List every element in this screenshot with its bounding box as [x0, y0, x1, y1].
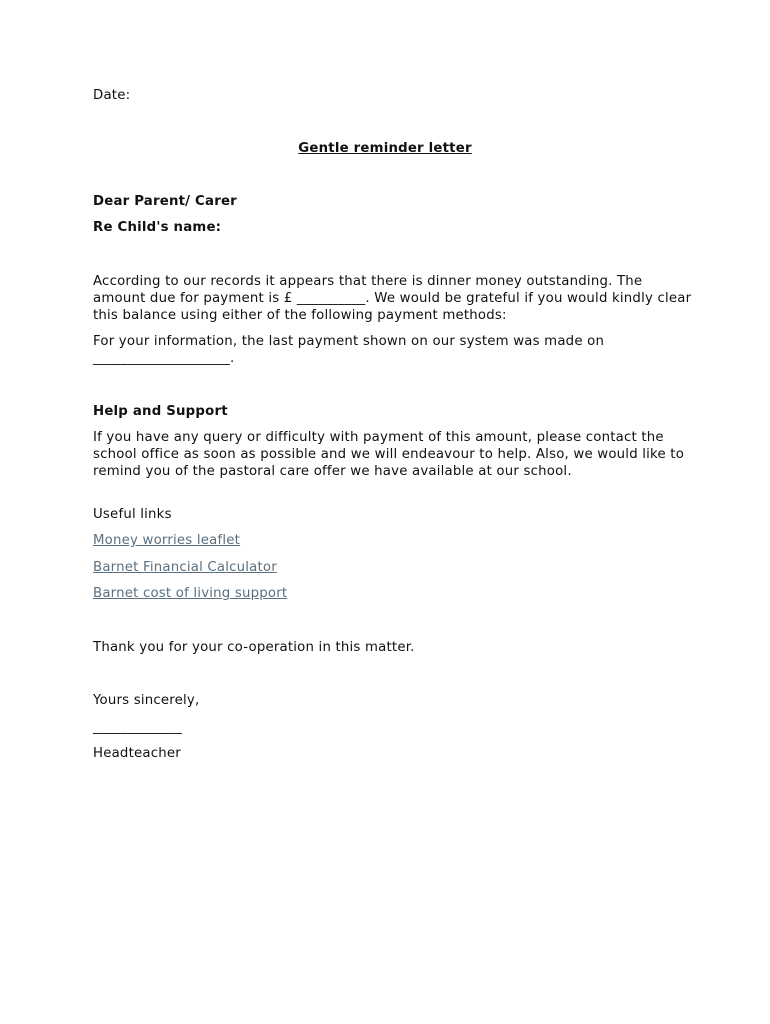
signatory: Headteacher: [93, 746, 181, 761]
help-paragraph: If you have any query or difficulty with payment of this amount, please contact the school office as soon as possible and we will endeavour to help. Also, we would like to remind you of the pastoral care offer we have available at our school.: [93, 430, 685, 479]
barnet-cost-of-living-link[interactable]: Barnet cost of living support: [93, 586, 288, 601]
letter-title: Gentle reminder letter: [298, 141, 472, 156]
last-payment-paragraph: For your information, the last payment shown on our system was made on ____________________.: [93, 334, 605, 366]
salutation: Dear Parent/ Carer: [93, 194, 237, 209]
money-worries-link[interactable]: Money worries leaflet: [93, 533, 241, 548]
date-label: Date:: [93, 88, 131, 103]
re-child-name: Re Child's name:: [93, 220, 222, 235]
barnet-financial-calculator-link[interactable]: Barnet Financial Calculator: [93, 560, 277, 575]
closing: Yours sincerely,: [93, 693, 200, 708]
signature-line: _____________: [93, 720, 183, 735]
thank-you-line: Thank you for your co-operation in this matter.: [93, 640, 415, 655]
help-support-heading: Help and Support: [93, 404, 228, 419]
useful-links-label: Useful links: [93, 507, 172, 522]
outstanding-paragraph: According to our records it appears that there is dinner money outstanding. The amount due for payment is £ __________. We would be grateful if you would kindly clear this balance using either of the following payment methods:: [93, 274, 692, 323]
